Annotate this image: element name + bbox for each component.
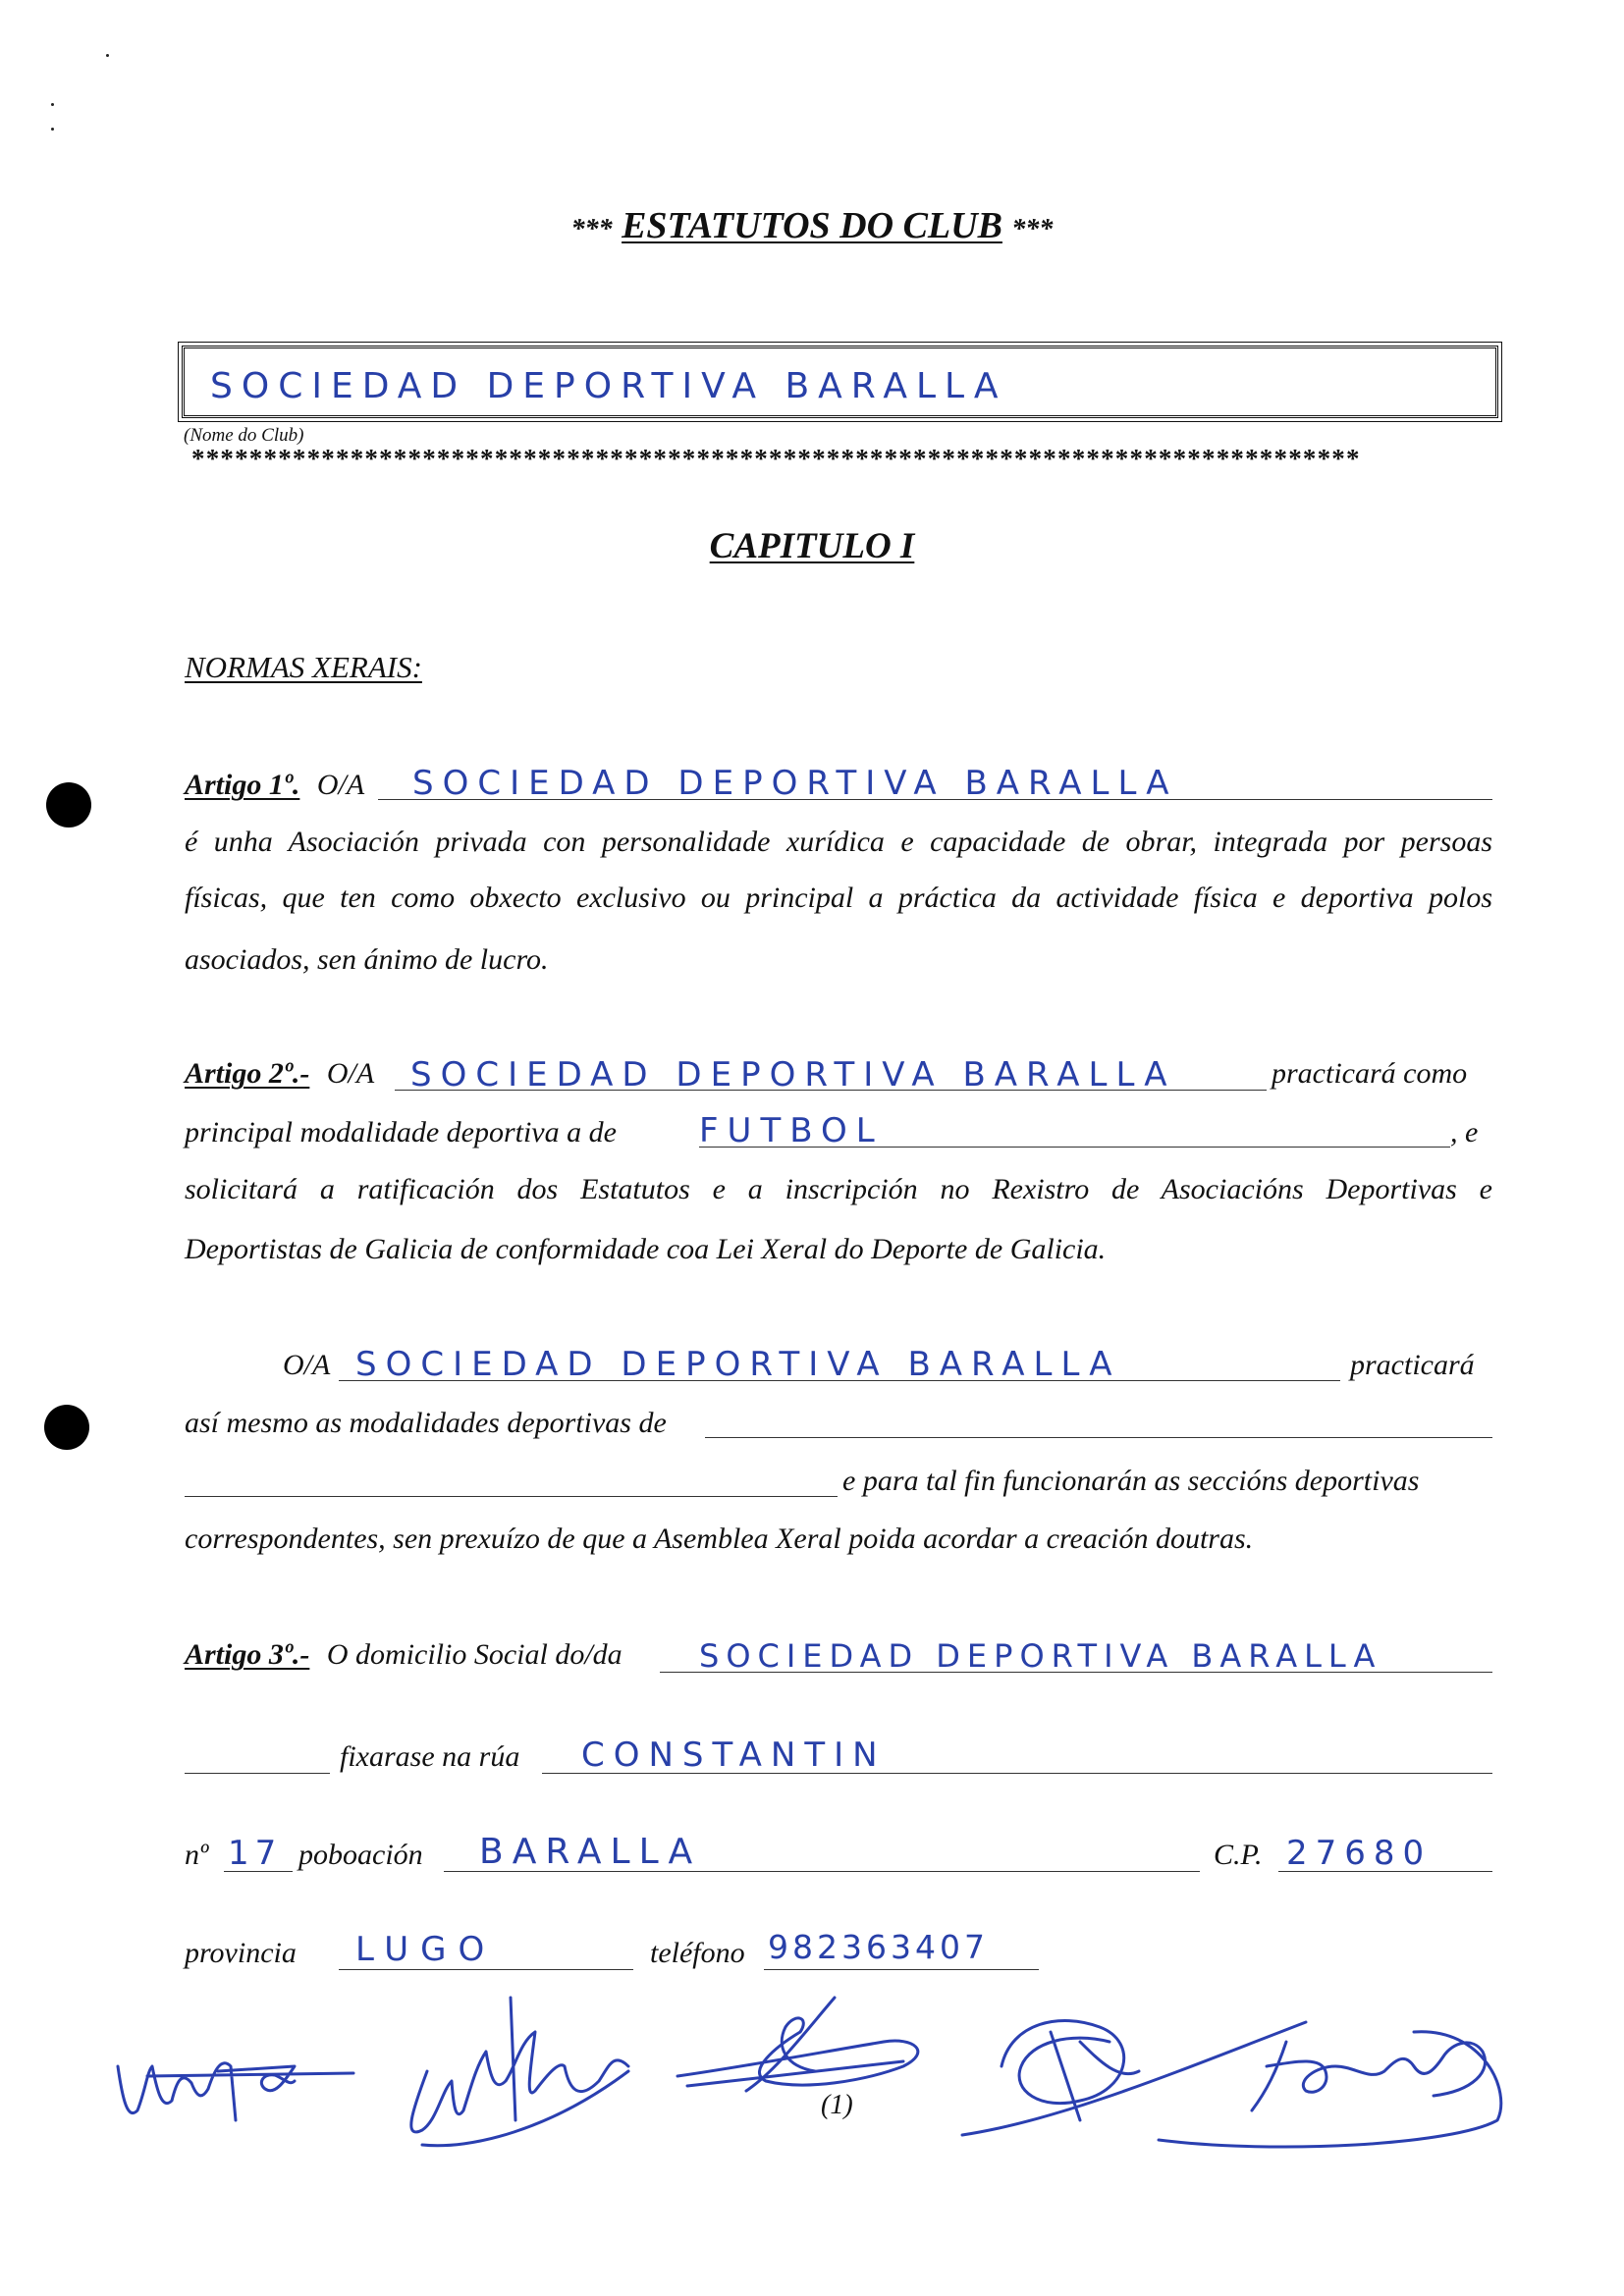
footnote-marker: (1)	[821, 2090, 853, 2120]
art1-label: Artigo 1º.	[185, 769, 300, 801]
art3-cp-handwritten: 27680	[1286, 1834, 1433, 1873]
art3-province-line	[339, 1969, 633, 1970]
title-text: ESTATUTOS DO CLUB	[622, 205, 1002, 246]
art3-number-label: nº	[185, 1839, 209, 1871]
art2-sport-handwritten: FUTBOL	[699, 1111, 884, 1150]
signature-1	[118, 2063, 353, 2120]
art3-phone-line	[764, 1969, 1039, 1970]
art2b-practicara: practicará	[1350, 1349, 1475, 1381]
club-name-handwritten: SOCIEDAD DEPORTIVA BARALLA	[210, 366, 1007, 406]
art2-comma-e: , e	[1450, 1116, 1479, 1148]
art2b-club-handwritten: SOCIEDAD DEPORTIVA BARALLA	[355, 1345, 1121, 1384]
signature-2	[411, 1998, 628, 2146]
art3-provincia: provincia	[185, 1937, 297, 1969]
art2b-prefix: O/A	[283, 1349, 331, 1381]
art3-domicilio: O domicilio Social do/da	[326, 1638, 623, 1671]
art2b-asi-mesmo: así mesmo as modalidades deportivas de	[185, 1407, 667, 1439]
club-name-caption: (Nome do Club)	[184, 425, 304, 446]
art3-club-handwritten: SOCIEDAD DEPORTIVA BARALLA	[699, 1637, 1382, 1675]
art1-line-3: asociados, sen ánimo de lucro.	[185, 943, 549, 976]
chapter-heading: CAPITULO I	[709, 526, 915, 566]
signatures-area	[0, 1973, 1624, 2169]
art1-label-row	[185, 771, 364, 800]
art2-label: Artigo 2º.-	[185, 1057, 310, 1090]
art2-practicara: practicará como	[1272, 1057, 1468, 1090]
art3-blank-line	[185, 1773, 330, 1774]
art3-poboacion: poboación	[298, 1839, 423, 1871]
scan-speck	[106, 54, 109, 57]
art2b-para-tal-fin: e para tal fin funcionarán as seccións deportivas	[842, 1465, 1420, 1497]
punch-hole	[44, 1405, 89, 1450]
title-stars-right: ***	[1011, 214, 1054, 244]
title-stars-left: ***	[570, 214, 613, 244]
art1-line-2: físicas, que ten como obxecto exclusivo ou principal a práctica da actividade física e deportiva polos	[185, 881, 1492, 914]
signature-3	[677, 1998, 918, 2091]
star-divider: *********************************************************************************	[191, 444, 1361, 473]
art1-line-1: é unha Asociación privada con personalidade xurídica e capacidade de obrar, integrada por persoas	[185, 826, 1492, 858]
art2-club-handwritten: SOCIEDAD DEPORTIVA BARALLA	[410, 1055, 1176, 1095]
art2b-modalidades-line-2	[185, 1496, 838, 1497]
art3-street-handwritten: CONSTANTIN	[581, 1735, 887, 1775]
art3-town-handwritten: BARALLA	[479, 1832, 702, 1872]
art2b-modalidades-line	[705, 1437, 1492, 1438]
section-heading: NORMAS XERAIS:	[185, 650, 422, 684]
scan-speck	[51, 128, 54, 131]
art3-phone-handwritten: 982363407	[768, 1928, 989, 1966]
art2-prefix: O/A	[326, 1057, 375, 1090]
art3-telefono: teléfono	[650, 1937, 745, 1969]
art2-modalidade-text: principal modalidade deportiva a de	[185, 1116, 617, 1148]
art2-label-row	[185, 1059, 374, 1089]
club-name-box	[182, 346, 1498, 418]
art3-fixarase: fixarase na rúa	[340, 1740, 520, 1773]
art3-number-handwritten: 17	[228, 1834, 283, 1873]
document-title	[0, 204, 1624, 247]
art2-line-1: solicitará a ratificación dos Estatutos e a inscripción no Rexistro de Asociacións Deportivas e	[185, 1173, 1492, 1205]
art2b-last-line: correspondentes, sen prexuízo de que a Asemblea Xeral poida acordar a creación doutras.	[185, 1522, 1254, 1555]
art3-province-handwritten: LUGO	[355, 1930, 497, 1969]
art3-label-row	[185, 1640, 623, 1670]
art1-prefix: O/A	[316, 769, 365, 801]
signature-4	[962, 2020, 1306, 2135]
art3-label: Artigo 3º.-	[185, 1638, 310, 1671]
art2-line-2: Deportistas de Galicia de conformidade coa Lei Xeral do Deporte de Galicia.	[185, 1233, 1107, 1265]
signature-5	[1159, 2032, 1501, 2147]
art1-club-handwritten: SOCIEDAD DEPORTIVA BARALLA	[412, 764, 1178, 803]
punch-hole	[46, 782, 91, 828]
scan-speck	[51, 103, 54, 106]
art3-cp-label: C.P.	[1214, 1839, 1263, 1871]
